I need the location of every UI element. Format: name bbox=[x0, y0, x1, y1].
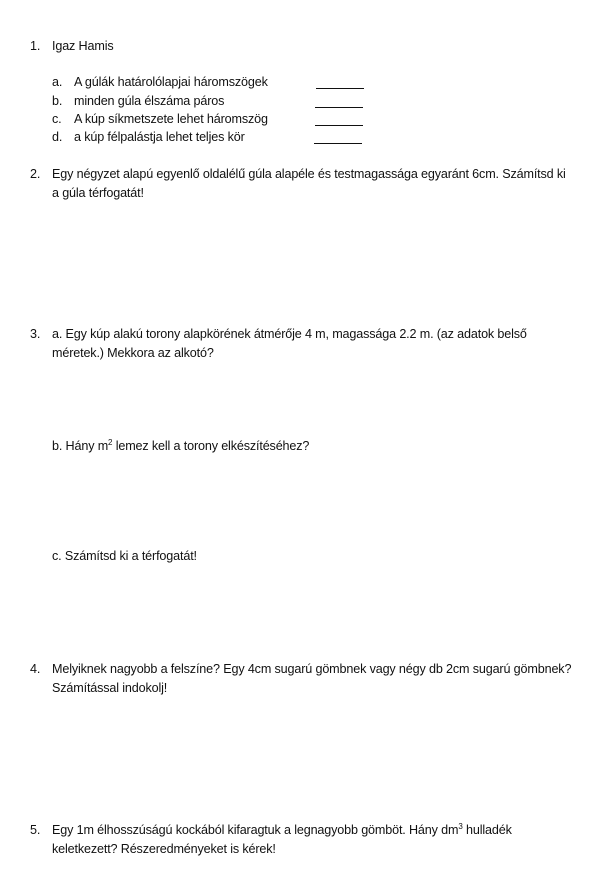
item-1c-letter: c. bbox=[52, 112, 62, 126]
answer-blank-1d[interactable] bbox=[314, 143, 362, 144]
question-4-line2: Számítással indokolj! bbox=[52, 681, 168, 695]
item-1d-text: a kúp félpalástja lehet teljes kör bbox=[74, 130, 245, 144]
question-4-line1: Melyiknek nagyobb a felszíne? Egy 4cm sugarú gömbnek vagy négy db 2cm sugarú gömbnek? bbox=[52, 662, 572, 676]
item-1d-letter: d. bbox=[52, 130, 63, 144]
question-4-number: 4. bbox=[30, 662, 41, 676]
question-3c: c. Számítsd ki a térfogatát! bbox=[52, 549, 197, 563]
item-1a-letter: a. bbox=[52, 75, 63, 89]
question-5-line2: keletkezett? Részeredményeket is kérek! bbox=[52, 842, 276, 856]
question-3a-line1: a. Egy kúp alakú torony alapkörének átmérője 4 m, magassága 2.2 m. (az adatok belső bbox=[52, 327, 527, 341]
item-1a-text: A gúlák határolólapjai háromszögek bbox=[74, 75, 268, 89]
item-1c-text: A kúp síkmetszete lehet háromszög bbox=[74, 112, 268, 126]
question-3b bbox=[52, 437, 309, 456]
answer-blank-1a[interactable] bbox=[316, 88, 364, 89]
item-1b-text: minden gúla élszáma páros bbox=[74, 94, 225, 108]
question-1-number: 1. bbox=[30, 39, 41, 53]
question-5-number: 5. bbox=[30, 823, 41, 837]
answer-blank-1b[interactable] bbox=[315, 107, 363, 108]
question-2-line1: Egy négyzet alapú egyenlő oldalélű gúla alapéle és testmagassága egyaránt 6cm. Számítsd ki bbox=[52, 167, 566, 181]
question-3b-text-after: lemez kell a torony elkészítéséhez? bbox=[112, 439, 310, 453]
question-5-superscript: 3 bbox=[458, 822, 463, 831]
question-3a-line2: méretek.) Mekkora az alkotó? bbox=[52, 346, 214, 360]
item-1b-letter: b. bbox=[52, 94, 63, 108]
question-5-text-after: hulladék bbox=[462, 823, 512, 837]
question-2-line2: a gúla térfogatát! bbox=[52, 186, 144, 200]
question-3b-superscript: 2 bbox=[108, 438, 113, 447]
question-1-title: Igaz Hamis bbox=[52, 39, 114, 53]
question-5-text-before: Egy 1m élhosszúságú kockából kifaragtuk a legnagyobb gömböt. Hány dm bbox=[52, 823, 459, 837]
question-3b-text-before: b. Hány m bbox=[52, 439, 109, 453]
question-5-line1 bbox=[52, 821, 512, 840]
question-3-number: 3. bbox=[30, 327, 41, 341]
answer-blank-1c[interactable] bbox=[315, 125, 363, 126]
question-2-number: 2. bbox=[30, 167, 41, 181]
